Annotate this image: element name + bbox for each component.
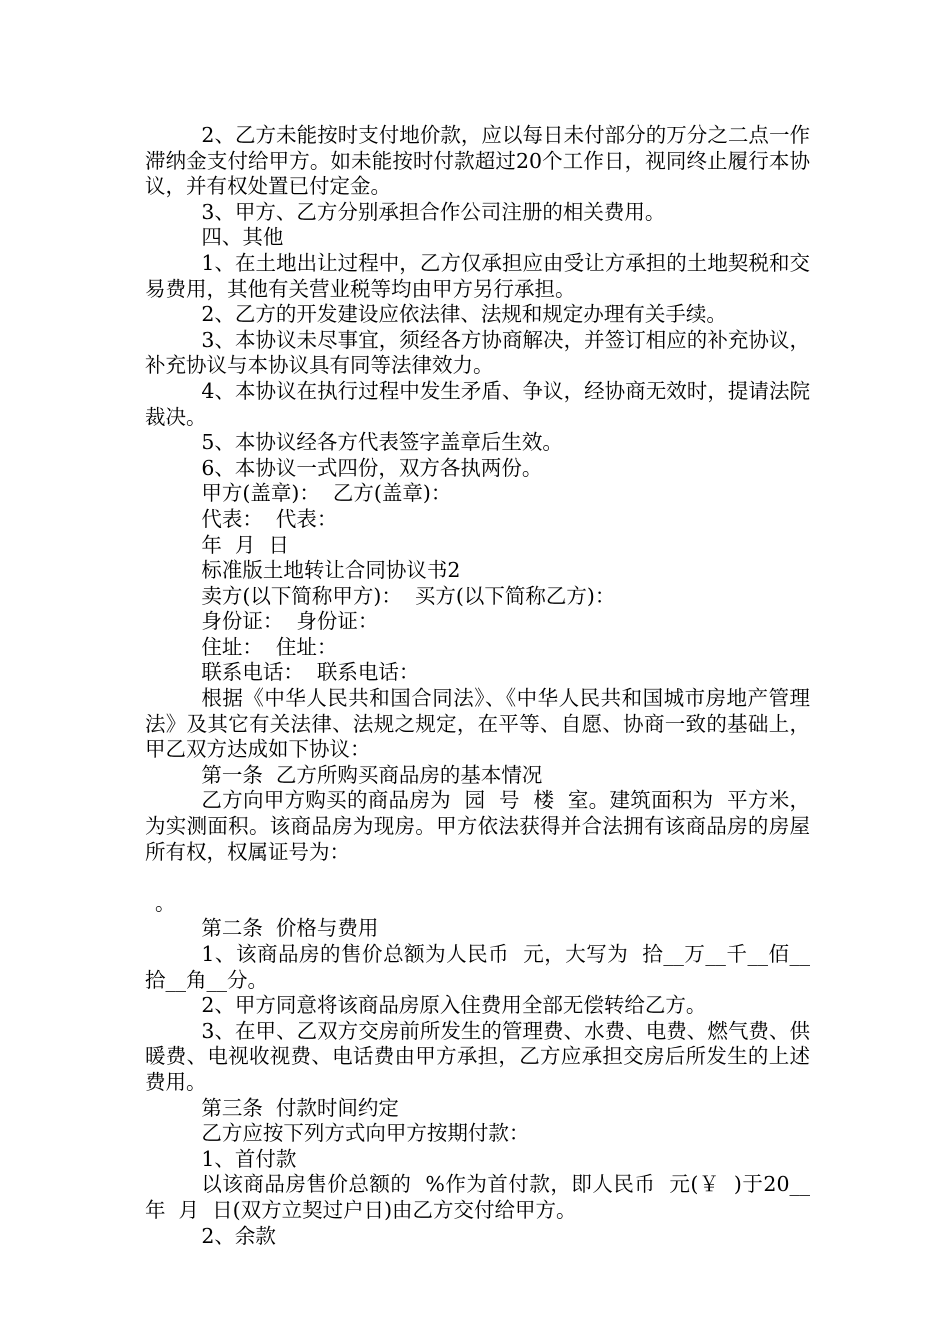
paragraph: 3、甲方、乙方分别承担合作公司注册的相关费用。 (201, 199, 666, 224)
article-heading: 第三条 付款时间约定 (201, 1095, 399, 1120)
paragraph: 3、本协议未尽事宜，须经各方协商解决，并签订相应的补充协议，补充协议与本协议具有同等法律效力。 (145, 327, 810, 378)
paragraph: 2、乙方的开发建设应依法律、法规和规定办理有关手续。 (201, 302, 727, 327)
paragraph: 2、余款 (201, 1223, 276, 1248)
paragraph: 4、本协议在执行过程中发生矛盾、争议，经协商无效时，提请法院裁决。 (145, 378, 810, 429)
date-line: 年 月 日 (201, 532, 289, 557)
paragraph: 乙方向甲方购买的商品房为 园 号 楼 室。建筑面积为 平方米，为实测面积。该商品房为现房。甲方依法获得并合法拥有该商品房的房屋所有权，权属证号为： (145, 788, 810, 864)
paragraph: 1、该商品房的售价总额为人民币 元，大写为 拾__万__千__佰__拾__角__分。 (145, 942, 810, 992)
document-title: 标准版土地转让合同协议书2 (201, 558, 461, 583)
party-line: 住址： 住址： (201, 634, 338, 659)
party-line: 卖方(以下简称甲方)： 买方(以下简称乙方)： (201, 583, 616, 608)
paragraph: 乙方应按下列方式向甲方按期付款： (201, 1121, 530, 1146)
party-line: 身份证： 身份证： (201, 609, 379, 634)
party-line: 联系电话： 联系电话： (201, 660, 420, 685)
section-heading: 四、其他 (201, 225, 284, 250)
blank-line (145, 865, 810, 891)
article-heading: 第一条 乙方所购买商品房的基本情况 (201, 762, 543, 787)
signature-line: 甲方(盖章)： 乙方(盖章)： (201, 481, 452, 506)
paragraph: 根据《中华人民共和国合同法》、《中华人民共和国城市房地产管理法》及其它有关法律、法规之规定，在平等、自愿、协商一致的基础上，甲乙双方达成如下协议： (145, 686, 810, 762)
paragraph: 。 (155, 890, 176, 915)
paragraph: 以该商品房售价总额的 %作为首付款，即人民币 元(￥ )于20__年 月 日(双方立契过户日)由乙方交付给甲方。 (145, 1172, 810, 1222)
paragraph: 1、在土地出让过程中，乙方仅承担应由受让方承担的土地契税和交易费用，其他有关营业税等均由甲方另行承担。 (145, 250, 810, 301)
paragraph: 2、乙方未能按时支付地价款，应以每日未付部分的万分之二点一作滞纳金支付给甲方。如未能按时付款超过20个工作日，视同终止履行本协议，并有权处置已付定金。 (145, 123, 810, 199)
paragraph: 1、首付款 (201, 1146, 297, 1171)
paragraph: 3、在甲、乙双方交房前所发生的管理费、水费、电费、燃气费、供暖费、电视收视费、电话费由甲方承担，乙方应承担交房后所发生的上述费用。 (145, 1018, 810, 1094)
paragraph: 2、甲方同意将该商品房原入住费用全部无偿转给乙方。 (201, 993, 707, 1018)
signature-line: 代表： 代表： (201, 506, 338, 531)
article-heading: 第二条 价格与费用 (201, 916, 379, 941)
document-body (145, 123, 810, 1249)
paragraph: 5、本协议经各方代表签字盖章后生效。 (201, 430, 563, 455)
paragraph: 6、本协议一式四份，双方各执两份。 (201, 455, 543, 480)
